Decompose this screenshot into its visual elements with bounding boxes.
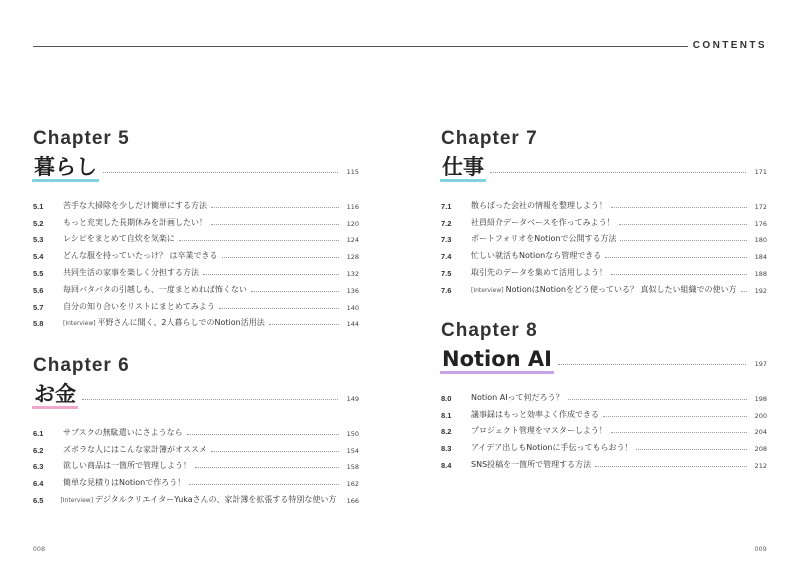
section-page-number: 136 [346,286,359,295]
section-number: 5.5 [33,268,44,278]
page-number-left: 008 [33,546,46,553]
section-page-number: 158 [346,463,359,472]
toc-entry[interactable] [33,278,359,295]
section-title [63,301,215,312]
section-list [33,194,359,328]
toc-entry[interactable] [441,228,767,245]
section-page-number: 172 [754,202,767,211]
section-title [63,267,199,278]
section-title-text: Notion AIって何だろう？ [471,392,564,402]
section-list [441,386,767,470]
section-title-text: プロジェクト管理をマスターしよう！ [471,426,607,436]
section-title-text: デジタルクリエイターYukaさんの、家計簿を拡張する特別な使い方 [95,494,337,504]
section-number: 6.5 [33,495,44,505]
leader-dots [211,207,339,208]
leader-dots [490,172,746,173]
section-number: 7.2 [441,218,452,228]
section-number: 8.0 [441,393,452,403]
section-title [63,217,207,228]
title-highlight [440,179,486,182]
leader-dots [620,240,747,241]
interview-tag: [Interview] [60,496,94,504]
section-title-text: 自分の知り合いをリストにまとめてみよう [63,301,215,311]
section-title-text: 忙しい就活もNotionなら管理できる [471,251,602,261]
section-title [471,267,607,278]
section-page-number: 166 [346,496,359,505]
header-rule [33,46,688,47]
section-title-text: 散らばった会社の情報を整理しよう！ [471,200,607,210]
leader-dots [603,416,747,417]
chapter-6 [33,355,359,505]
leader-dots [611,207,747,208]
toc-entry[interactable] [441,211,767,228]
section-page-number: 192 [754,286,767,295]
section-page-number: 132 [346,269,359,278]
section-number: 7.5 [441,268,452,278]
section-title [63,477,185,488]
chapter-page-number: 115 [346,168,359,176]
chapter-title [441,346,553,372]
toc-entry[interactable] [33,261,359,278]
toc-entry[interactable] [441,453,767,470]
section-title [63,250,218,261]
section-number: 6.2 [33,445,44,455]
section-page-number: 212 [754,461,767,470]
leader-dots [219,308,339,309]
section-number: 7.6 [441,285,452,295]
toc-entry[interactable] [33,488,359,505]
section-number: 5.7 [33,302,44,312]
toc-entry[interactable] [33,194,359,211]
section-title-text: 苦手な大掃除を少しだけ簡単にする方法 [63,200,207,210]
section-page-number: 204 [754,428,767,437]
section-page-number: 188 [754,269,767,278]
section-number: 5.6 [33,285,44,295]
section-title-text: もっと充実した長期休みを計画したい！ [63,217,207,227]
section-number: 5.3 [33,235,44,245]
section-number: 5.1 [33,201,44,211]
section-page-number: 120 [346,219,359,228]
section-page-number: 162 [346,480,359,489]
section-title [63,444,207,455]
section-number: 5.2 [33,218,44,228]
chapter-label: Chapter 6 [33,355,130,376]
section-number: 7.3 [441,235,452,245]
chapter-title-row[interactable] [33,152,359,180]
section-title [471,425,607,436]
section-title-text: 議事録はもっと効率よく作成できる [471,409,599,419]
section-title-text: どんな服を持っていたっけ？ は卒業できる [63,251,218,261]
chapter-title-text: 暮らし [34,155,97,179]
chapter-label: Chapter 8 [441,320,538,341]
leader-dots [211,224,339,225]
section-page-number: 144 [346,320,359,329]
leader-dots [82,399,338,400]
section-page-number: 140 [346,303,359,312]
section-title-text: サブスクの無駄遣いにさようなら [63,427,183,437]
section-title [63,427,183,438]
section-title-text: 取引先のデータを集めて活用しよう！ [471,267,607,277]
toc-entry[interactable] [441,244,767,261]
interview-tag: [Interview] [471,286,504,294]
toc-entry[interactable] [33,438,359,455]
section-title-text: 欲しい商品は一箇所で管理しよう！ [63,461,191,471]
section-title-text: 平野さんに聞く、2人暮らしでのNotion活用法 [97,318,265,328]
toc-entry[interactable] [33,421,359,438]
section-page-number: 180 [754,236,767,245]
section-title-text: 共同生活の家事を楽しく分担する方法 [63,267,199,277]
section-title [471,459,591,470]
section-title-text: SNS投稿を一箇所で管理する方法 [471,459,592,469]
chapter-title-row[interactable] [441,344,767,372]
toc-entry[interactable] [441,278,767,295]
leader-dots [187,434,339,435]
contents-heading: CONTENTS [692,40,767,51]
chapter-page-number: 149 [346,395,359,403]
section-title-text: 簡単な見積りはNotionで作ろう！ [63,478,186,488]
toc-entry[interactable] [441,436,767,453]
chapter-page-number: 171 [754,168,767,176]
section-title [471,442,632,453]
toc-entry[interactable] [441,403,767,420]
leader-dots [741,291,747,292]
section-number: 5.4 [33,252,44,262]
section-number: 8.4 [441,460,452,470]
section-title [63,284,247,295]
section-number: 8.3 [441,444,452,454]
toc-entry[interactable] [33,295,359,312]
chapter-title-text: お金 [34,382,76,406]
section-title [471,200,607,211]
section-number: 5.8 [33,319,44,329]
section-number: 6.4 [33,479,44,489]
leader-dots [636,449,747,450]
section-page-number: 208 [754,445,767,454]
section-page-number: 116 [346,202,359,211]
section-number: 7.4 [441,252,452,262]
section-page-number: 200 [754,411,767,420]
chapter-page-number: 197 [754,360,767,368]
chapter-title-row[interactable] [441,152,767,180]
section-page-number: 124 [346,236,359,245]
section-title-text: レシピをまとめて自炊を気楽に [63,234,175,244]
section-page-number: 176 [754,219,767,228]
section-number: 7.1 [441,201,452,211]
page-number-right: 009 [754,546,767,553]
section-title [471,233,616,244]
section-number: 8.2 [441,427,452,437]
section-title [63,200,207,211]
chapter-label: Chapter 5 [33,128,130,149]
leader-dots [251,291,339,292]
section-title [471,217,615,228]
leader-dots [189,484,339,485]
chapter-title-text: Notion AI [442,347,552,371]
chapter-title-row[interactable] [33,379,359,407]
chapter-title [33,381,77,407]
section-list [33,421,359,505]
toc-entry[interactable] [33,312,359,329]
toc-entry[interactable] [33,228,359,245]
toc-entry[interactable] [441,420,767,437]
leader-dots [103,172,338,173]
toc-entry[interactable] [441,386,767,403]
section-title-text: ズボラな人にはこんな家計簿がオススメ [63,444,207,454]
interview-tag: [Interview] [63,320,96,328]
leader-dots [611,274,747,275]
title-highlight [32,179,99,182]
section-title-text: 毎回バタバタの引越しも、一度まとめれば怖くない [63,284,247,294]
chapter-5 [33,128,359,328]
section-number: 8.1 [441,410,452,420]
section-title [471,284,737,295]
section-page-number: 184 [754,253,767,262]
leader-dots [558,364,746,365]
toc-entry[interactable] [441,194,767,211]
section-title [471,250,601,261]
section-page-number: 128 [346,253,359,262]
leader-dots [203,274,339,275]
title-highlight [440,371,554,374]
section-title [471,392,564,403]
toc-entry[interactable] [441,261,767,278]
leader-dots [595,466,747,467]
toc-entry[interactable] [33,471,359,488]
section-title [63,317,265,328]
leader-dots [211,451,339,452]
leader-dots [611,432,747,433]
chapter-title-text: 仕事 [442,155,484,179]
section-title [60,494,336,505]
section-title [63,233,175,244]
leader-dots [195,467,339,468]
toc-entry[interactable] [33,211,359,228]
chapter-7 [441,128,767,295]
section-title-text: 社員紹介データベースを作ってみよう！ [471,217,615,227]
title-highlight [32,406,78,409]
toc-entry[interactable] [33,244,359,261]
leader-dots [605,257,747,258]
chapter-8 [441,320,767,470]
leader-dots [179,240,339,241]
section-title-text: ポートフォリオをNotionで公開する方法 [471,234,617,244]
leader-dots [222,257,339,258]
section-page-number: 198 [754,394,767,403]
section-page-number: 154 [346,446,359,455]
section-list [441,194,767,295]
section-page-number: 150 [346,429,359,438]
chapter-label: Chapter 7 [441,128,538,149]
leader-dots [269,324,339,325]
chapter-title [33,154,98,180]
leader-dots [568,399,747,400]
section-title-text: アイデア出しもNotionに手伝ってもらおう！ [471,443,633,453]
section-number: 6.1 [33,428,44,438]
section-title [63,460,191,471]
leader-dots [619,224,747,225]
section-title-text: NotionはNotionをどう使っている？ 真似したい組織での使い方 [505,284,737,294]
chapter-title [441,154,485,180]
toc-entry[interactable] [33,455,359,472]
section-title [471,409,599,420]
section-number: 6.3 [33,462,44,472]
